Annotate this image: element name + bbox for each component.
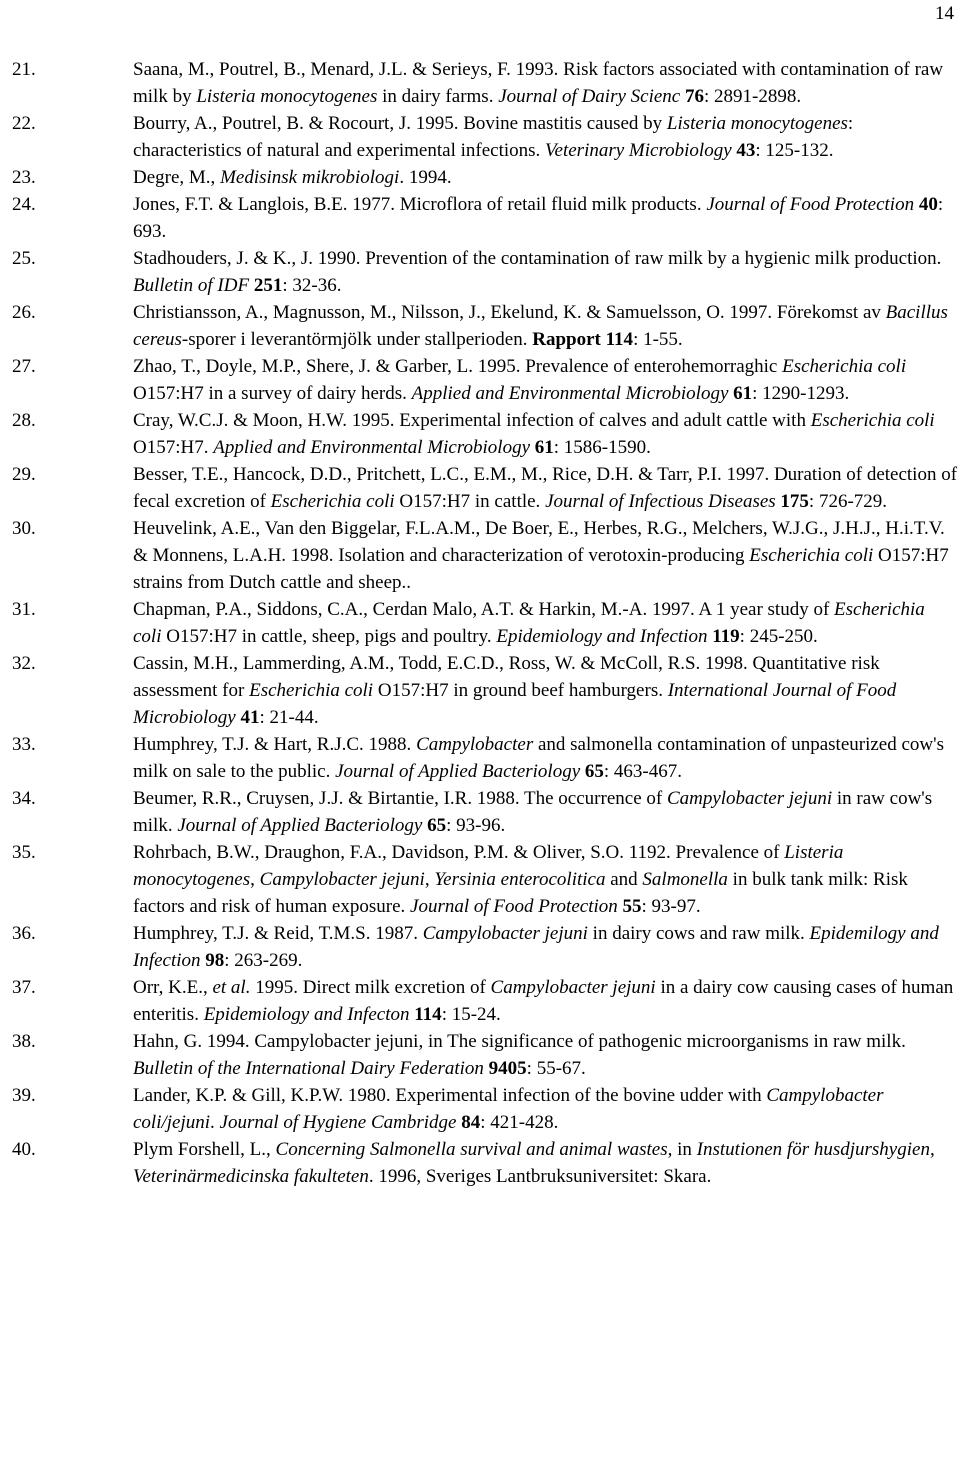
italic-text: Listeria monocytogenes [133,842,844,890]
reference-number: 31. [12,599,36,620]
italic-text: Escherichia coli [782,356,907,377]
text-run: O157:H7 in cattle. [394,491,546,512]
bold-text: 40 [918,194,938,215]
reference-item [12,299,958,353]
reference-text [133,650,958,731]
reference-number: 22. [12,113,36,134]
text-run: Christiansson, A., Magnusson, M., Nilsson, J., Ekelund, K. & Samuelsson, O. 1997. Förekomst av [133,302,886,323]
reference-item [12,650,958,731]
italic-text: Escherichia coli [270,491,395,512]
text-run: Saana, M., Poutrel, B., Menard, J.L. & Serieys, F. 1993. Risk factors associated with contamination of raw milk by [133,59,944,107]
bold-text: 9405 [488,1058,527,1079]
reference-text [133,596,958,650]
italic-text: Instutionen för husdjurshygien, Veterinärmedicinska fakulteten [133,1139,935,1187]
bold-text: 114 [414,1004,442,1025]
text-run: in a dairy cow causing cases of human enteritis. [133,977,954,1025]
text-run: Degre, M., [133,167,221,188]
reference-item [12,56,958,110]
italic-text: Epidemilogy and Infection [133,923,939,971]
reference-item [12,515,958,596]
italic-text: Listeria monocytogenes [196,86,378,107]
italic-text: Epidemiology and Infection [496,626,708,647]
italic-text: Campylobacter jejuni [422,923,588,944]
text-run: O157:H7 in ground beef hamburgers. [373,680,668,701]
reference-number: 26. [12,302,36,323]
text-run: in bulk tank milk: Risk factors and risk of human exposure. [133,869,908,917]
italic-text: Journal of Infectious Diseases [545,491,776,512]
reference-text [133,1082,958,1136]
reference-number: 33. [12,734,36,755]
text-run: Hahn, G. 1994. Campylobacter jejuni, in The significance of pathogenic microorganisms in raw milk. [133,1031,906,1052]
reference-item [12,596,958,650]
text-run: Bourry, A., Poutrel, B. & Rocourt, J. 1995. Bovine mastitis caused by [133,113,667,134]
reference-text [133,785,958,839]
italic-text: Escherichia coli [133,599,925,647]
text-run: Humphrey, T.J. & Hart, R.J.C. 1988. [133,734,417,755]
italic-text: Journal of Dairy Scienc [498,86,681,107]
text-run: O157:H7 in cattle, sheep, pigs and poultry. [161,626,497,647]
italic-text: International Journal of Food Microbiology [133,680,897,728]
italic-text: Medisinsk mikrobiologi [220,167,400,188]
bold-text: 76 [684,86,704,107]
italic-text: Journal of Hygiene Cambridge [219,1112,457,1133]
text-run: Heuvelink, A.E., Van den Biggelar, F.L.A.M., De Boer, E., Herbes, R.G., Melchers, W.J.G., J.H.J., H.i.T.V. & Monnens, L.A.H. 1998. Isolation and characterization of verotoxin-producing [133,518,945,566]
text-run: -sporer i leverantörmjölk under stallperioden. [181,329,533,350]
text-run: 1995. Direct milk excretion of [250,977,491,998]
text-run: Lander, K.P. & Gill, K.P.W. 1980. Experimental infection of the bovine udder with [133,1085,767,1106]
reference-number: 35. [12,842,36,863]
reference-item [12,920,958,974]
text-run: and salmonella contamination of unpasteurized cow's milk on sale to the public. [133,734,944,782]
bold-text: 43 [736,140,756,161]
text-run: Orr, K.E., [133,977,213,998]
bold-text: 41 [240,707,260,728]
reference-number: 30. [12,518,36,539]
bold-text: 65 [584,761,604,782]
text-run: Rohrbach, B.W., Draughon, F.A., Davidson, P.M. & Oliver, S.O. 1192. Prevalence of [133,842,785,863]
italic-text: Escherichia coli [249,680,374,701]
reference-text [133,56,958,110]
italic-text: Veterinary Microbiology [545,140,732,161]
italic-text: Escherichia coli [810,410,935,431]
page-number: 14 [935,3,954,24]
italic-text: Journal of Applied Bacteriology [335,761,581,782]
text-run: Beumer, R.R., Cruysen, J.J. & Birtantie, I.R. 1988. The occurrence of [133,788,667,809]
text-run: , [424,869,435,890]
reference-item [12,974,958,1028]
italic-text: Applied and Environmental Microbiology [213,437,531,458]
text-run: : 15-24. [441,1004,501,1025]
reference-text [133,1028,958,1082]
reference-list [12,56,958,1190]
reference-text [133,974,958,1028]
reference-number: 24. [12,194,36,215]
text-run: : 32-36. [282,275,342,296]
text-run: : 726-729. [808,491,888,512]
text-run: , [250,869,260,890]
text-run: Cassin, M.H., Lammerding, A.M., Todd, E.C.D., Ross, W. & McColl, R.S. 1998. Quantitative risk assessment for [133,653,880,701]
reference-text [133,731,958,785]
bold-text: 251 [253,275,283,296]
reference-item [12,245,958,299]
reference-item [12,164,958,191]
reference-item [12,1136,958,1190]
reference-number: 27. [12,356,36,377]
text-run: : 21-44. [259,707,319,728]
text-run: : 263-269. [224,950,303,971]
italic-text: Journal of Food Protection [706,194,915,215]
text-run: Cray, W.C.J. & Moon, H.W. 1995. Experimental infection of calves and adult cattle with [133,410,811,431]
italic-text: Bacillus cereus [133,302,948,350]
text-run: : 93-96. [446,815,506,836]
reference-text [133,191,958,245]
reference-item [12,1028,958,1082]
reference-text [133,461,958,515]
reference-number: 39. [12,1085,36,1106]
text-run: : 463-467. [603,761,682,782]
reference-item [12,731,958,785]
italic-text: Epidemiology and Infecton [203,1004,410,1025]
text-run: in dairy cows and raw milk. [587,923,810,944]
bold-text: Rapport [532,329,601,350]
italic-text: Campylobacter jejuni [490,977,656,998]
text-run: in raw cow's milk. [133,788,933,836]
text-run: : 125-132. [755,140,834,161]
reference-text [133,1136,958,1190]
bold-text: 84 [461,1112,481,1133]
text-run: Jones, F.T. & Langlois, B.E. 1977. Microflora of retail fluid milk products. [133,194,707,215]
reference-number: 34. [12,788,36,809]
bold-text: 55 [622,896,642,917]
reference-text [133,839,958,920]
text-run: in dairy farms. [377,86,499,107]
bold-text: 65 [427,815,447,836]
reference-number: 40. [12,1139,36,1160]
italic-text: Escherichia coli [749,545,874,566]
reference-text [133,353,958,407]
italic-text: Yersinia enterocolitica [434,869,606,890]
text-run: : 55-67. [526,1058,586,1079]
text-run: : 93-97. [641,896,701,917]
reference-text [133,110,958,164]
text-run: O157:H7. [133,437,214,458]
italic-text: Campylobacter jejuni [666,788,833,809]
italic-text: et al. [212,977,251,998]
italic-text: Listeria monocytogenes [666,113,848,134]
text-run: : characteristics of natural and experimental infections. [133,113,854,161]
bold-text: 61 [534,437,554,458]
reference-item [12,353,958,407]
italic-text: Bulletin of the International Dairy Federation [133,1058,484,1079]
reference-number: 38. [12,1031,36,1052]
italic-text: Salmonella [642,869,728,890]
reference-text [133,245,958,299]
reference-item [12,785,958,839]
bold-text: 119 [712,626,740,647]
text-run: : 245-250. [739,626,818,647]
reference-item [12,1082,958,1136]
bold-text: 175 [780,491,809,512]
text-run: Humphrey, T.J. & Reid, T.M.S. 1987. [133,923,423,944]
bold-text: 114 [605,329,634,350]
reference-item [12,407,958,461]
reference-item [12,110,958,164]
reference-number: 28. [12,410,36,431]
text-run: , in [667,1139,697,1160]
bold-text: 61 [733,383,753,404]
text-run: and [605,869,643,890]
reference-number: 25. [12,248,36,269]
text-run: Zhao, T., Doyle, M.P., Shere, J. & Garber, L. 1995. Prevalence of enterohemorraghic [133,356,783,377]
italic-text: Campylobacter jejuni [259,869,425,890]
text-run: : 693. [133,194,944,242]
text-run: Plym Forshell, L., [133,1139,276,1160]
text-run: O157:H7 strains from Dutch cattle and sheep.. [133,545,949,593]
text-run: : 2891-2898. [703,86,802,107]
text-run: : 1290-1293. [752,383,850,404]
text-run: . 1996, Sveriges Lantbruksuniversitet: Skara. [368,1166,712,1187]
italic-text: Bulletin of IDF [133,275,250,296]
reference-text [133,920,958,974]
text-run: : 1586-1590. [553,437,651,458]
reference-item [12,839,958,920]
text-run: Chapman, P.A., Siddons, C.A., Cerdan Malo, A.T. & Harkin, M.-A. 1997. A 1 year study of [133,599,835,620]
italic-text: Campylobacter coli/jejuni [133,1085,884,1133]
italic-text: Campylobacter [416,734,534,755]
reference-number: 37. [12,977,36,998]
reference-number: 32. [12,653,36,674]
reference-number: 23. [12,167,36,188]
italic-text: Concerning Salmonella survival and animal wastes [275,1139,668,1160]
reference-text [133,164,958,191]
italic-text: Journal of Applied Bacteriology [177,815,423,836]
reference-number: 36. [12,923,36,944]
reference-item [12,191,958,245]
text-run: Stadhouders, J. & K., J. 1990. Prevention of the contamination of raw milk by a hygienic milk production. [133,248,942,269]
reference-item [12,461,958,515]
text-run: : 421-428. [480,1112,559,1133]
reference-text [133,407,958,461]
bold-text: 98 [205,950,225,971]
text-run: : 1-55. [633,329,683,350]
italic-text: Applied and Environmental Microbiology [411,383,729,404]
reference-number: 29. [12,464,36,485]
text-run: O157:H7 in a survey of dairy herds. [133,383,412,404]
text-run: . [210,1112,220,1133]
italic-text: Journal of Food Protection [410,896,618,917]
text-run: . 1994. [399,167,452,188]
text-run: Besser, T.E., Hancock, D.D., Pritchett, L.C., E.M., M., Rice, D.H. & Tarr, P.I. 1997. Duration of detection of fecal excretion of [133,464,958,512]
reference-text [133,515,958,596]
reference-number: 21. [12,59,36,80]
reference-text [133,299,958,353]
